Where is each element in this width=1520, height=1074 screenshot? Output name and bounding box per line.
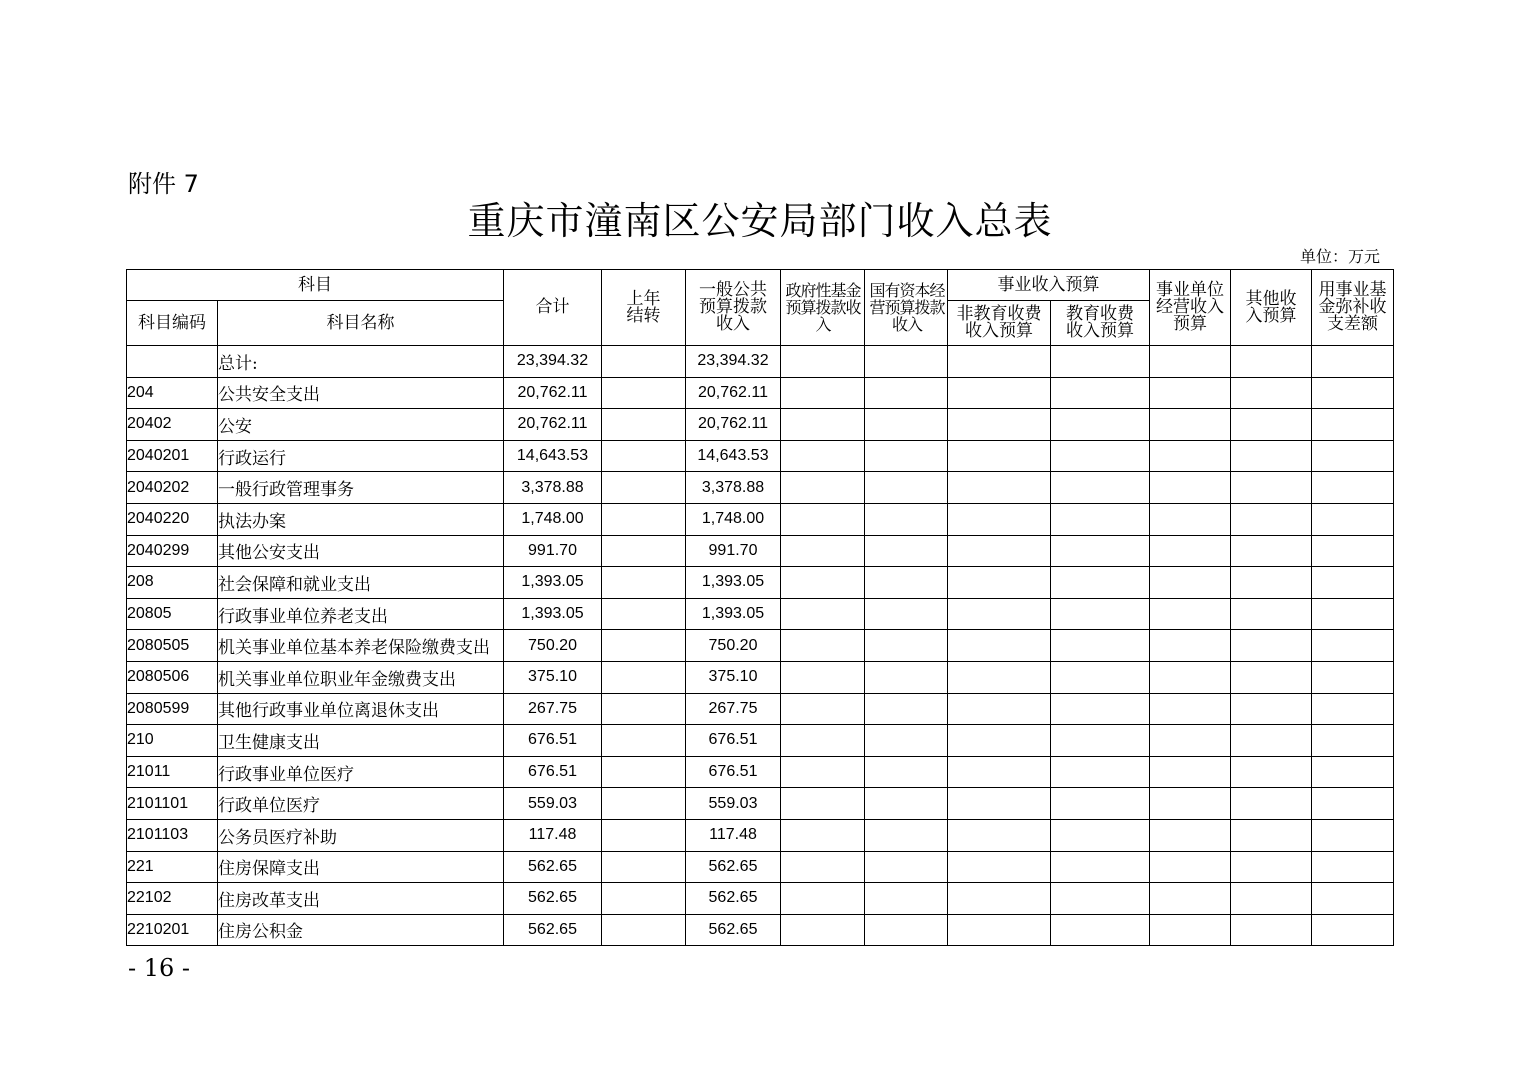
cell-enterprise-operating-income <box>1150 725 1231 757</box>
cell-total: 562.65 <box>504 851 602 883</box>
cell-fund-balance <box>1312 377 1394 409</box>
cell-non-education-fee <box>948 788 1051 820</box>
cell-education-fee <box>1051 630 1150 662</box>
income-summary-table <box>126 269 1394 946</box>
cell-fund-balance <box>1312 725 1394 757</box>
cell-subject-code: 2040299 <box>127 535 218 567</box>
table-row <box>127 630 1394 662</box>
cell-state-capital-budget <box>865 503 948 535</box>
cell-gov-fund-budget <box>781 598 865 630</box>
cell-state-capital-budget <box>865 756 948 788</box>
cell-fund-balance <box>1312 535 1394 567</box>
cell-education-fee <box>1051 503 1150 535</box>
cell-total: 676.51 <box>504 756 602 788</box>
cell-subject-name: 机关事业单位职业年金缴费支出 <box>218 661 504 693</box>
cell-enterprise-operating-income <box>1150 661 1231 693</box>
cell-subject-code: 21011 <box>127 756 218 788</box>
header-general-public-budget-text: 一般公共预算拨款收入 <box>699 280 767 334</box>
cell-education-fee <box>1051 598 1150 630</box>
cell-last-year-carryover <box>602 535 686 567</box>
cell-subject-name: 机关事业单位基本养老保险缴费支出 <box>218 630 504 662</box>
cell-state-capital-budget <box>865 788 948 820</box>
cell-last-year-carryover <box>602 472 686 504</box>
cell-fund-balance <box>1312 346 1394 378</box>
cell-education-fee <box>1051 788 1150 820</box>
header-state-capital-budget <box>865 270 948 346</box>
cell-total: 750.20 <box>504 630 602 662</box>
cell-other-income <box>1231 819 1312 851</box>
cell-fund-balance <box>1312 440 1394 472</box>
cell-subject-name: 公务员医疗补助 <box>218 819 504 851</box>
cell-gov-fund-budget <box>781 883 865 915</box>
cell-other-income <box>1231 756 1312 788</box>
header-other-income-text: 其他收入预算 <box>1245 288 1297 326</box>
cell-last-year-carryover <box>602 725 686 757</box>
cell-last-year-carryover <box>602 440 686 472</box>
cell-total: 1,393.05 <box>504 567 602 599</box>
cell-gov-fund-budget <box>781 567 865 599</box>
cell-subject-code: 2101103 <box>127 819 218 851</box>
cell-gov-fund-budget <box>781 851 865 883</box>
cell-general-public-budget: 562.65 <box>686 851 781 883</box>
header-last-year-carryover <box>602 270 686 346</box>
cell-non-education-fee <box>948 630 1051 662</box>
cell-subject-name: 其他公安支出 <box>218 535 504 567</box>
cell-gov-fund-budget <box>781 630 865 662</box>
table-row <box>127 693 1394 725</box>
cell-last-year-carryover <box>602 883 686 915</box>
cell-non-education-fee <box>948 503 1051 535</box>
cell-other-income <box>1231 851 1312 883</box>
page-title: 重庆市潼南区公安局部门收入总表 <box>467 199 1053 243</box>
cell-last-year-carryover <box>602 630 686 662</box>
cell-other-income <box>1231 503 1312 535</box>
cell-fund-balance <box>1312 788 1394 820</box>
cell-education-fee <box>1051 409 1150 441</box>
cell-subject-name: 住房改革支出 <box>218 883 504 915</box>
cell-education-fee <box>1051 914 1150 946</box>
cell-last-year-carryover <box>602 788 686 820</box>
cell-last-year-carryover <box>602 503 686 535</box>
cell-non-education-fee <box>948 409 1051 441</box>
header-total: 合计 <box>504 270 602 346</box>
cell-total: 14,643.53 <box>504 440 602 472</box>
header-enterprise-operating-income <box>1150 270 1231 346</box>
cell-other-income <box>1231 883 1312 915</box>
cell-subject-name: 公安 <box>218 409 504 441</box>
cell-enterprise-operating-income <box>1150 346 1231 378</box>
cell-gov-fund-budget <box>781 440 865 472</box>
cell-last-year-carryover <box>602 661 686 693</box>
cell-gov-fund-budget <box>781 819 865 851</box>
cell-subject-code: 2080506 <box>127 661 218 693</box>
cell-fund-balance <box>1312 630 1394 662</box>
cell-non-education-fee <box>948 693 1051 725</box>
cell-total: 991.70 <box>504 535 602 567</box>
cell-subject-code: 2080505 <box>127 630 218 662</box>
cell-last-year-carryover <box>602 693 686 725</box>
header-general-public-budget <box>686 270 781 346</box>
cell-subject-code: 20805 <box>127 598 218 630</box>
page-number: - 16 - <box>128 954 191 982</box>
cell-total: 20,762.11 <box>504 377 602 409</box>
cell-fund-balance <box>1312 914 1394 946</box>
cell-other-income <box>1231 440 1312 472</box>
cell-other-income <box>1231 630 1312 662</box>
cell-gov-fund-budget <box>781 472 865 504</box>
cell-gov-fund-budget <box>781 535 865 567</box>
cell-subject-code: 2080599 <box>127 693 218 725</box>
cell-other-income <box>1231 472 1312 504</box>
header-education-fee <box>1051 301 1150 346</box>
cell-last-year-carryover <box>602 851 686 883</box>
cell-education-fee <box>1051 440 1150 472</box>
cell-non-education-fee <box>948 472 1051 504</box>
cell-education-fee <box>1051 472 1150 504</box>
cell-fund-balance <box>1312 567 1394 599</box>
cell-fund-balance <box>1312 819 1394 851</box>
cell-total: 3,378.88 <box>504 472 602 504</box>
cell-non-education-fee <box>948 440 1051 472</box>
cell-subject-code: 204 <box>127 377 218 409</box>
cell-state-capital-budget <box>865 883 948 915</box>
cell-last-year-carryover <box>602 756 686 788</box>
cell-fund-balance <box>1312 883 1394 915</box>
table-row <box>127 756 1394 788</box>
cell-total: 1,748.00 <box>504 503 602 535</box>
table-row <box>127 819 1394 851</box>
cell-subject-name: 其他行政事业单位离退休支出 <box>218 693 504 725</box>
table-row <box>127 661 1394 693</box>
cell-education-fee <box>1051 756 1150 788</box>
cell-enterprise-operating-income <box>1150 567 1231 599</box>
cell-general-public-budget: 14,643.53 <box>686 440 781 472</box>
cell-education-fee <box>1051 377 1150 409</box>
cell-education-fee <box>1051 346 1150 378</box>
cell-subject-code: 2101101 <box>127 788 218 820</box>
cell-general-public-budget: 676.51 <box>686 725 781 757</box>
cell-non-education-fee <box>948 377 1051 409</box>
cell-fund-balance <box>1312 693 1394 725</box>
cell-fund-balance <box>1312 661 1394 693</box>
cell-last-year-carryover <box>602 567 686 599</box>
cell-other-income <box>1231 346 1312 378</box>
cell-gov-fund-budget <box>781 377 865 409</box>
header-gov-fund-budget-text: 政府性基金预算拨款收入 <box>785 281 861 334</box>
cell-state-capital-budget <box>865 346 948 378</box>
cell-general-public-budget: 559.03 <box>686 788 781 820</box>
cell-state-capital-budget <box>865 693 948 725</box>
table-row <box>127 598 1394 630</box>
cell-subject-name: 总计: <box>218 346 504 378</box>
cell-subject-name: 行政事业单位养老支出 <box>218 598 504 630</box>
cell-non-education-fee <box>948 346 1051 378</box>
cell-subject-code: 2210201 <box>127 914 218 946</box>
cell-total: 20,762.11 <box>504 409 602 441</box>
cell-general-public-budget: 1,748.00 <box>686 503 781 535</box>
cell-total: 559.03 <box>504 788 602 820</box>
header-enterprise-income-group: 事业收入预算 <box>948 270 1150 301</box>
cell-other-income <box>1231 661 1312 693</box>
cell-enterprise-operating-income <box>1150 630 1231 662</box>
cell-total: 117.48 <box>504 819 602 851</box>
table-row <box>127 440 1394 472</box>
cell-education-fee <box>1051 725 1150 757</box>
cell-non-education-fee <box>948 598 1051 630</box>
cell-enterprise-operating-income <box>1150 914 1231 946</box>
table-row <box>127 725 1394 757</box>
cell-state-capital-budget <box>865 630 948 662</box>
unit-label: 单位：万元 <box>1300 247 1381 266</box>
cell-gov-fund-budget <box>781 503 865 535</box>
cell-non-education-fee <box>948 756 1051 788</box>
cell-subject-code: 208 <box>127 567 218 599</box>
cell-enterprise-operating-income <box>1150 377 1231 409</box>
cell-enterprise-operating-income <box>1150 598 1231 630</box>
cell-subject-code: 210 <box>127 725 218 757</box>
cell-non-education-fee <box>948 851 1051 883</box>
cell-general-public-budget: 375.10 <box>686 661 781 693</box>
cell-subject-code: 22102 <box>127 883 218 915</box>
header-non-education-fee-text: 非教育收费收入预算 <box>956 304 1042 341</box>
cell-subject-name: 住房公积金 <box>218 914 504 946</box>
cell-state-capital-budget <box>865 819 948 851</box>
cell-education-fee <box>1051 567 1150 599</box>
cell-other-income <box>1231 788 1312 820</box>
table-row <box>127 883 1394 915</box>
cell-general-public-budget: 991.70 <box>686 535 781 567</box>
cell-gov-fund-budget <box>781 346 865 378</box>
cell-total: 23,394.32 <box>504 346 602 378</box>
cell-other-income <box>1231 693 1312 725</box>
cell-general-public-budget: 20,762.11 <box>686 377 781 409</box>
cell-fund-balance <box>1312 851 1394 883</box>
table-row <box>127 377 1394 409</box>
header-subject-group: 科目 <box>127 270 504 301</box>
cell-enterprise-operating-income <box>1150 503 1231 535</box>
cell-enterprise-operating-income <box>1150 788 1231 820</box>
cell-subject-code: 2040220 <box>127 503 218 535</box>
cell-enterprise-operating-income <box>1150 883 1231 915</box>
cell-non-education-fee <box>948 725 1051 757</box>
header-last-year-carryover-text: 上年结转 <box>626 288 661 326</box>
cell-last-year-carryover <box>602 409 686 441</box>
cell-non-education-fee <box>948 661 1051 693</box>
cell-education-fee <box>1051 535 1150 567</box>
cell-enterprise-operating-income <box>1150 409 1231 441</box>
table-row <box>127 788 1394 820</box>
cell-non-education-fee <box>948 819 1051 851</box>
cell-non-education-fee <box>948 535 1051 567</box>
table-row <box>127 409 1394 441</box>
cell-general-public-budget: 267.75 <box>686 693 781 725</box>
cell-state-capital-budget <box>865 598 948 630</box>
table-body <box>127 346 1394 946</box>
cell-gov-fund-budget <box>781 914 865 946</box>
cell-other-income <box>1231 409 1312 441</box>
table-row <box>127 535 1394 567</box>
cell-subject-name: 社会保障和就业支出 <box>218 567 504 599</box>
cell-gov-fund-budget <box>781 756 865 788</box>
cell-last-year-carryover <box>602 598 686 630</box>
cell-education-fee <box>1051 851 1150 883</box>
cell-general-public-budget: 750.20 <box>686 630 781 662</box>
cell-fund-balance <box>1312 503 1394 535</box>
cell-state-capital-budget <box>865 472 948 504</box>
cell-enterprise-operating-income <box>1150 851 1231 883</box>
table-row <box>127 851 1394 883</box>
cell-general-public-budget: 1,393.05 <box>686 598 781 630</box>
cell-general-public-budget: 562.65 <box>686 914 781 946</box>
cell-subject-code: 221 <box>127 851 218 883</box>
cell-state-capital-budget <box>865 409 948 441</box>
cell-enterprise-operating-income <box>1150 535 1231 567</box>
header-fund-balance-text: 用事业基金弥补收支差额 <box>1318 280 1387 334</box>
table-row <box>127 472 1394 504</box>
cell-general-public-budget: 23,394.32 <box>686 346 781 378</box>
cell-state-capital-budget <box>865 661 948 693</box>
cell-state-capital-budget <box>865 725 948 757</box>
cell-state-capital-budget <box>865 851 948 883</box>
cell-other-income <box>1231 598 1312 630</box>
cell-state-capital-budget <box>865 914 948 946</box>
cell-subject-name: 行政事业单位医疗 <box>218 756 504 788</box>
cell-non-education-fee <box>948 883 1051 915</box>
cell-enterprise-operating-income <box>1150 756 1231 788</box>
cell-fund-balance <box>1312 598 1394 630</box>
cell-general-public-budget: 562.65 <box>686 883 781 915</box>
cell-state-capital-budget <box>865 440 948 472</box>
cell-non-education-fee <box>948 914 1051 946</box>
cell-fund-balance <box>1312 756 1394 788</box>
cell-education-fee <box>1051 883 1150 915</box>
cell-fund-balance <box>1312 409 1394 441</box>
cell-general-public-budget: 20,762.11 <box>686 409 781 441</box>
cell-subject-name: 执法办案 <box>218 503 504 535</box>
cell-last-year-carryover <box>602 377 686 409</box>
cell-non-education-fee <box>948 567 1051 599</box>
header-subject-code: 科目编码 <box>127 301 218 346</box>
cell-last-year-carryover <box>602 914 686 946</box>
cell-enterprise-operating-income <box>1150 693 1231 725</box>
cell-gov-fund-budget <box>781 725 865 757</box>
cell-gov-fund-budget <box>781 788 865 820</box>
cell-subject-code: 2040201 <box>127 440 218 472</box>
cell-subject-name: 一般行政管理事务 <box>218 472 504 504</box>
cell-fund-balance <box>1312 472 1394 504</box>
cell-total: 562.65 <box>504 914 602 946</box>
cell-total: 1,393.05 <box>504 598 602 630</box>
cell-last-year-carryover <box>602 346 686 378</box>
cell-total: 676.51 <box>504 725 602 757</box>
header-education-fee-text: 教育收费收入预算 <box>1066 304 1134 341</box>
cell-general-public-budget: 676.51 <box>686 756 781 788</box>
cell-subject-name: 住房保障支出 <box>218 851 504 883</box>
header-other-income <box>1231 270 1312 346</box>
cell-subject-name: 行政运行 <box>218 440 504 472</box>
cell-other-income <box>1231 725 1312 757</box>
cell-general-public-budget: 1,393.05 <box>686 567 781 599</box>
cell-subject-code <box>127 346 218 378</box>
cell-total: 375.10 <box>504 661 602 693</box>
cell-enterprise-operating-income <box>1150 819 1231 851</box>
cell-state-capital-budget <box>865 567 948 599</box>
header-enterprise-operating-income-text: 事业单位经营收入预算 <box>1156 280 1224 334</box>
header-fund-balance <box>1312 270 1394 346</box>
header-gov-fund-budget <box>781 270 865 346</box>
cell-subject-name: 行政单位医疗 <box>218 788 504 820</box>
cell-enterprise-operating-income <box>1150 440 1231 472</box>
cell-gov-fund-budget <box>781 409 865 441</box>
cell-other-income <box>1231 567 1312 599</box>
cell-other-income <box>1231 535 1312 567</box>
table-row <box>127 914 1394 946</box>
cell-total: 267.75 <box>504 693 602 725</box>
table-row <box>127 346 1394 378</box>
cell-other-income <box>1231 377 1312 409</box>
cell-last-year-carryover <box>602 819 686 851</box>
cell-general-public-budget: 117.48 <box>686 819 781 851</box>
cell-state-capital-budget <box>865 377 948 409</box>
cell-subject-name: 卫生健康支出 <box>218 725 504 757</box>
cell-state-capital-budget <box>865 535 948 567</box>
cell-enterprise-operating-income <box>1150 472 1231 504</box>
cell-subject-code: 20402 <box>127 409 218 441</box>
cell-total: 562.65 <box>504 883 602 915</box>
cell-general-public-budget: 3,378.88 <box>686 472 781 504</box>
table-row <box>127 567 1394 599</box>
header-state-capital-budget-text: 国有资本经营预算拨款收入 <box>869 281 945 334</box>
table-row <box>127 503 1394 535</box>
cell-other-income <box>1231 914 1312 946</box>
attachment-label: 附件 7 <box>128 170 199 198</box>
cell-gov-fund-budget <box>781 661 865 693</box>
cell-gov-fund-budget <box>781 693 865 725</box>
header-subject-name: 科目名称 <box>218 301 504 346</box>
header-non-education-fee <box>948 301 1051 346</box>
cell-education-fee <box>1051 661 1150 693</box>
cell-subject-code: 2040202 <box>127 472 218 504</box>
cell-subject-name: 公共安全支出 <box>218 377 504 409</box>
cell-education-fee <box>1051 693 1150 725</box>
cell-education-fee <box>1051 819 1150 851</box>
